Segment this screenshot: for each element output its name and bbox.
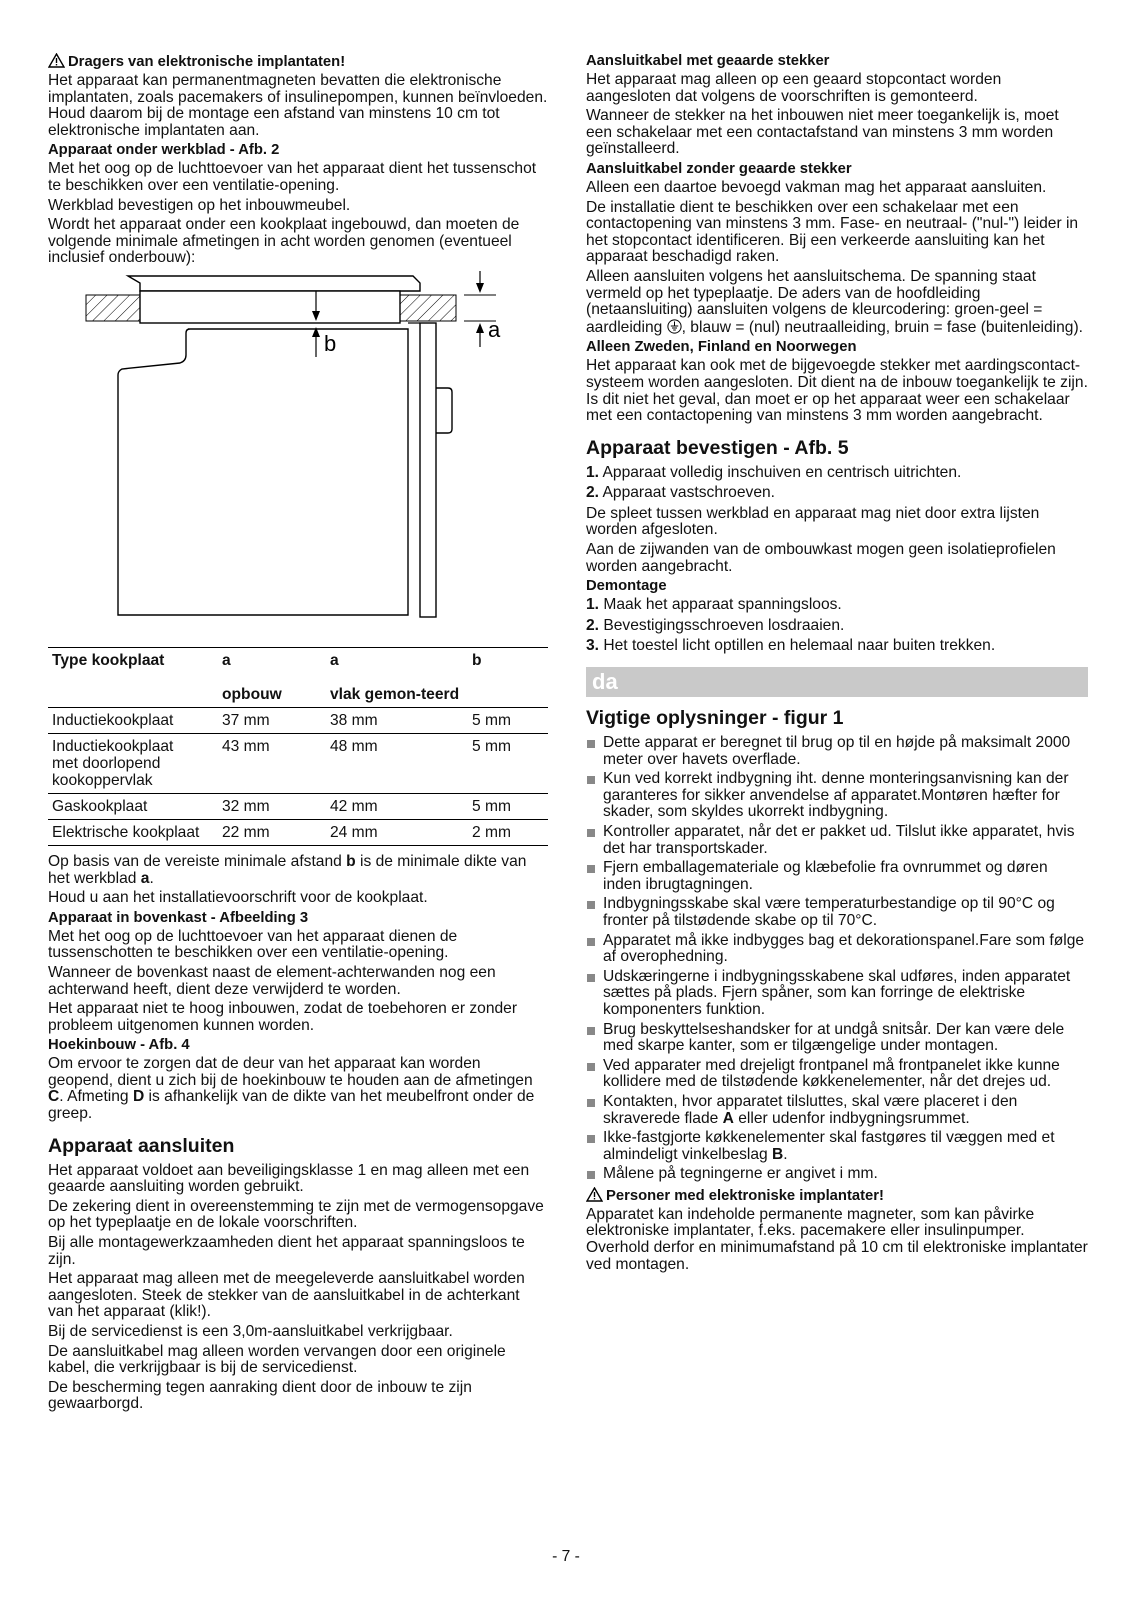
section-title: Vigtige oplysninger - figur 1 bbox=[586, 707, 844, 730]
col-header-a2: a bbox=[330, 651, 339, 669]
col-header-b: b bbox=[472, 651, 482, 669]
paragraph: De spleet tussen werkblad en apparaat mag niet door extra lijsten worden afgesloten. bbox=[586, 504, 1040, 539]
section-heading: Alleen Zweden, Finland en Noorwegen bbox=[586, 339, 857, 356]
table-header-row bbox=[48, 647, 548, 707]
list-item: Indbygningsskabe skal være temperaturbestandige op til 90°C og fronter på tilstødende skabe op til 70°C. bbox=[586, 896, 1088, 929]
paragraph: Het apparaat voldoet aan beveiligingsklasse 1 en mag alleen met een geaarde aansluiting worden gebruikt. bbox=[48, 1161, 530, 1196]
paragraph: Wordt het apparaat onder een kookplaat ingebouwd, dan moeten de volgende minimale afmetingen in acht worden genomen (eventueel inclusief onderbouw): bbox=[48, 216, 520, 267]
hob-top bbox=[128, 276, 420, 291]
warning-heading: Dragers van elektronische implantaten! bbox=[48, 53, 548, 71]
warning-heading: Personer med elektroniske implantater! bbox=[586, 1187, 1088, 1205]
paragraph: De bescherming tegen aanraking dient door de inbouw te zijn gewaarborgd. bbox=[48, 1378, 472, 1413]
paragraph: Alleen een daartoe bevoegd vakman mag het apparaat aansluiten. bbox=[586, 178, 1047, 196]
col-header-type: Type kookplaat bbox=[52, 651, 165, 669]
list-item: 2. Apparaat vastschroeven. bbox=[586, 484, 775, 502]
paragraph: Bij de servicedienst is een 3,0m-aansluitkabel verkrijgbaar. bbox=[48, 1323, 453, 1340]
paragraph: De zekering dient in overeenstemming te zijn met de vermogensopgave op het typeplaatje en de lokale voorschriften. bbox=[48, 1197, 544, 1232]
list-item: Ved apparater med drejeligt frontpanel må frontpanelet ikke kunne kollidere med de tilstødende køkkenelementer, når det drejes ud. bbox=[586, 1058, 1088, 1091]
paragraph: De aansluitkabel mag alleen worden vervangen door een originele kabel, die verkrijgbaar is bij de servicedienst. bbox=[48, 1342, 506, 1377]
paragraph: Bij alle montagewerkzaamheden dient het apparaat spanningsloos te zijn. bbox=[48, 1234, 525, 1268]
hob-body bbox=[140, 291, 400, 323]
paragraph: Om ervoor te zorgen dat de deur van het apparaat kan worden geopend, dient u zich bij de hoekinbouw te houden aan de afmetingen C. Afmeting D is afhankelijk van de dikte van het meubelfront onder de greep. bbox=[48, 1055, 535, 1123]
paragraph: Alleen aansluiten volgens het aansluitschema. De spanning staat vermeld op het typeplaatje. De aders van de hoofdleiding (netaansluiting) aansluiten volgens de kleurcodering: groen-geel = aardleiding , blauw = (nul) neutraalleiding, bruin = fase (buitenleiding). bbox=[586, 267, 1083, 336]
removal-steps bbox=[586, 597, 1088, 655]
paragraph: Wanneer de stekker na het inbouwen niet meer toegankelijk is, moet een schakelaar met een contactafstand van minstens 3 mm worden geïnstalleerd. bbox=[586, 107, 1059, 158]
list-item: 1. Maak het apparaat spanningsloos. bbox=[586, 596, 842, 614]
earth-ground-icon bbox=[667, 319, 682, 334]
col-header-a2-sub: vlak gemon-teerd bbox=[330, 685, 460, 703]
list-item: 1. Apparaat volledig inschuiven en centrisch uitrichten. bbox=[586, 463, 962, 481]
list-item: Kun ved korrekt indbygning iht. denne monteringsanvisning kan der garanteres for sikker anvendelse af apparatet.Montøren hæfter for skader, som skyldes ukorrekt indbygning. bbox=[586, 771, 1088, 821]
oven-body bbox=[118, 329, 408, 615]
section-heading: Aansluitkabel zonder geaarde stekker bbox=[586, 160, 852, 177]
col-header-a1: a bbox=[222, 651, 231, 669]
section-heading: Hoekinbouw - Afb. 4 bbox=[48, 1037, 190, 1054]
paragraph: Op basis van de vereiste minimale afstand b is de minimale dikte van het werkblad a. bbox=[48, 852, 527, 887]
hob-dimensions-table bbox=[48, 647, 548, 846]
section-heading: Aansluitkabel met geaarde stekker bbox=[586, 53, 830, 69]
list-item: Dette apparat er beregnet til brug op til en højde på maksimalt 2000 meter over havets overflade. bbox=[586, 735, 1088, 768]
installation-figure bbox=[48, 271, 548, 641]
section-title: Apparaat bevestigen - Afb. 5 bbox=[586, 436, 849, 459]
oven-handle bbox=[436, 388, 452, 433]
paragraph: Werkblad bevestigen op het inbouwmeubel. bbox=[48, 196, 351, 214]
warning-icon bbox=[586, 1187, 603, 1202]
paragraph: De installatie dient te beschikken over een schakelaar met een contactopening van minstens 3 mm. Fase- en neutraal- ("nul-") leider in het stopcontact identificeren. Bij een verkeerde aansluiting kan het apparaat beschadigd raken. bbox=[586, 198, 1079, 266]
col-header-a1-sub: opbouw bbox=[222, 685, 282, 703]
section-title: Apparaat aansluiten bbox=[48, 1134, 235, 1157]
oven-front bbox=[420, 323, 436, 617]
fixing-steps bbox=[586, 465, 1088, 502]
warning-text: Apparatet kan indeholde permanente magneter, som kan påvirke elektroniske implantater, f.eks. pacemakere eller insulinpumper. Overhold derfor en minimumafstand på 10 cm til elektroniske implantater ved montagen. bbox=[586, 1205, 1088, 1273]
left-column bbox=[48, 52, 548, 1416]
paragraph: Aan de zijwanden van de ombouwkast mogen geen isolatieprofielen worden aangebracht. bbox=[586, 541, 1056, 575]
countertop-left bbox=[86, 295, 140, 321]
table-row: Elektrische kookplaat 22 mm 24 mm 2 mm bbox=[48, 819, 548, 845]
countertop-right bbox=[400, 295, 456, 321]
list-item: 3. Het toestel licht optillen en helemaal naar buiten trekken. bbox=[586, 637, 996, 655]
warning-icon bbox=[48, 53, 65, 68]
list-item: Apparatet må ikke indbygges bag et dekorationspanel.Fare som følge af overophedning. bbox=[586, 933, 1088, 966]
warning-text: Het apparaat kan permanentmagneten bevatten die elektronische implantaten, zoals pacemakers of insulinepompen, kunnen beïnvloeden. Houd daarom bij de montage een afstand van minstens 10 cm tot elektronische implantaten aan. bbox=[48, 72, 548, 139]
list-item: Kontroller apparatet, når det er pakket ud. Tilslut ikke apparatet, hvis det har transportskader. bbox=[586, 824, 1088, 857]
paragraph: Het apparaat kan ook met de bijgevoegde stekker met aardingscontact-systeem worden aangesloten. Dit dient na de inbouw toegankelijk te zijn. Is dit niet het geval, dan moet er op het apparaat weer een schakelaar met een contactopening van minstens 3 mm worden aangebracht. bbox=[586, 357, 1088, 425]
table-row: Inductiekookplaat met doorlopend kookoppervlak 43 mm 48 mm 5 mm bbox=[48, 733, 548, 793]
table-row: Inductiekookplaat 37 mm 38 mm 5 mm bbox=[48, 707, 548, 733]
paragraph: Wanneer de bovenkast naast de element-achterwanden nog een achterwand heeft, dient deze verwijderd te worden. bbox=[48, 963, 496, 998]
paragraph: Met het oog op de luchttoevoer van het apparaat dienen de tussenschotten te beschikken over een ventilatie-opening. bbox=[48, 927, 458, 962]
paragraph: Het apparaat mag alleen op een geaard stopcontact worden aangesloten dat volgens de voorschriften is gemonteerd. bbox=[586, 71, 1002, 105]
table-row: Gaskookplaat 32 mm 42 mm 5 mm bbox=[48, 793, 548, 819]
page-number: - 7 - bbox=[552, 1548, 580, 1565]
section-heading: Demontage bbox=[586, 578, 667, 595]
right-column bbox=[586, 52, 1088, 1276]
list-item: Udskæringerne i indbygningsskabene skal udføres, inden apparatet sættes på plads. Fjern spåner, som kan forringe de elektriske komponenters funktion. bbox=[586, 969, 1088, 1019]
list-item: Brug beskyttelseshandsker for at undgå snitsår. Der kan være dele med skarpe kanter, som er tilgængelige under montagen. bbox=[586, 1022, 1088, 1055]
section-heading: Apparaat in bovenkast - Afbeelding 3 bbox=[48, 909, 309, 926]
list-item: 2. Bevestigingsschroeven losdraaien. bbox=[586, 616, 845, 634]
section-heading: Apparaat onder werkblad - Afb. 2 bbox=[48, 142, 280, 159]
label-a: a bbox=[488, 316, 501, 342]
list-item: Ikke-fastgjorte køkkenelementer skal fastgøres til væggen med et almindeligt vinkelbeslag B. bbox=[586, 1130, 1088, 1163]
label-b: b bbox=[324, 330, 337, 356]
list-item: Målene på tegningerne er angivet i mm. bbox=[586, 1166, 1088, 1183]
safety-list bbox=[586, 735, 1088, 1183]
list-item: Kontakten, hvor apparatet tilsluttes, skal være placeret i den skraverede flade A eller udenfor indbygningsrummet. bbox=[586, 1094, 1088, 1127]
list-item: Fjern emballagemateriale og klæbefolie fra ovnrummet og døren inden ibrugtagningen. bbox=[586, 860, 1088, 893]
paragraph: Houd u aan het installatievoorschrift voor de kookplaat. bbox=[48, 889, 428, 907]
paragraph: Het apparaat niet te hoog inbouwen, zodat de toebehoren er zonder probleem uitgenomen kunnen worden. bbox=[48, 1000, 518, 1034]
paragraph: Het apparaat mag alleen met de meegeleverde aansluitkabel worden aangesloten. Steek de stekker van de aansluitkabel in de achterkant van het apparaat (klik!). bbox=[48, 1270, 525, 1321]
paragraph: Met het oog op de luchttoevoer van het apparaat dient het tussenschot te beschikken over een ventilatie-opening. bbox=[48, 160, 537, 194]
language-bar: da bbox=[586, 667, 1088, 697]
